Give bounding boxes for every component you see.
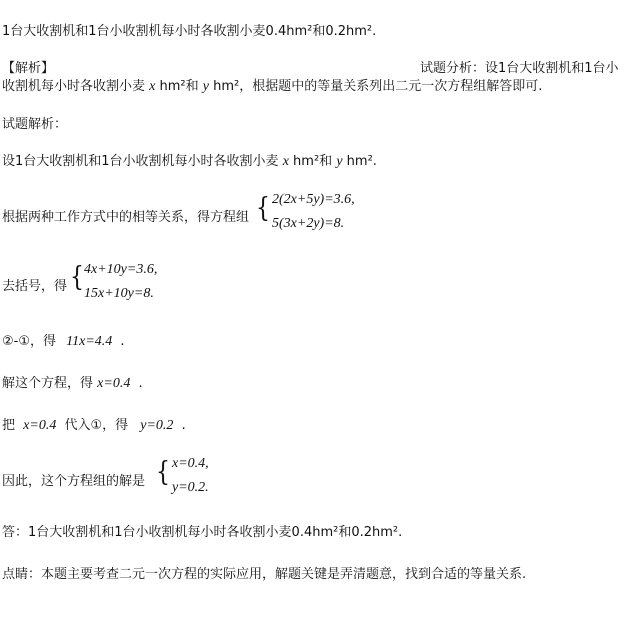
subtract-line bbox=[2, 330, 125, 350]
analysis-heading: 试题分析：设1台大收割机和1台小 bbox=[420, 61, 619, 76]
equation-1: 2(2x+5y)=3.6, bbox=[272, 192, 355, 207]
substitute-period: . bbox=[181, 418, 186, 433]
analysis-tag: 【解析】 bbox=[2, 61, 55, 76]
solution-brace: { bbox=[156, 456, 170, 488]
substitute-result: y=0.2 bbox=[140, 418, 174, 433]
system-intro: 根据两种工作方式中的相等关系，得方程组 bbox=[2, 210, 250, 225]
analysis-text-part1: 收割机每小时各收割小麦 bbox=[2, 79, 146, 94]
substitute-equation: x=0.4 bbox=[23, 418, 57, 433]
final-answer: 答：1台大收割机和1台小收割机每小时各收割小麦0.4hm²和0.2hm². bbox=[2, 525, 403, 540]
conclusion-intro: 因此，这个方程组的解是 bbox=[2, 474, 146, 489]
solution-y: y=0.2. bbox=[172, 480, 209, 495]
setup-line bbox=[2, 150, 377, 170]
analysis-text bbox=[2, 75, 542, 95]
substitute-line bbox=[2, 414, 186, 434]
equation-3: 4x+10y=3.6, bbox=[84, 262, 158, 277]
expand-intro: 去括号，得 bbox=[2, 279, 68, 294]
substitute-text: 代入①，得 bbox=[64, 418, 129, 433]
solve-period: . bbox=[138, 376, 143, 391]
solve-text: 解这个方程，得 bbox=[2, 376, 94, 391]
setup-text: 设1台大收割机和1台小收割机每小时各收割小麦 bbox=[2, 154, 279, 169]
solution-label: 试题解析： bbox=[2, 117, 68, 132]
analysis-unit-1: hm²和 bbox=[159, 79, 199, 94]
solve-line bbox=[2, 372, 143, 392]
setup-variable-y: y bbox=[336, 154, 343, 169]
system-brace: { bbox=[256, 192, 270, 224]
substitute-prefix: 把 bbox=[2, 418, 16, 433]
variable-y: y bbox=[202, 79, 209, 94]
setup-variable-x: x bbox=[282, 154, 289, 169]
setup-unit-2: hm². bbox=[346, 154, 377, 169]
solution-x: x=0.4, bbox=[172, 456, 209, 471]
setup-unit-1: hm²和 bbox=[293, 154, 333, 169]
analysis-text-part2: hm²，根据题中的等量关系列出二元一次方程组解答即可. bbox=[213, 79, 543, 94]
subtract-text: ②-①，得 bbox=[2, 334, 56, 349]
subtract-equation: 11x=4.4 bbox=[66, 334, 113, 349]
variable-x: x bbox=[149, 79, 156, 94]
solve-equation: x=0.4 bbox=[97, 376, 131, 391]
subtract-period: . bbox=[120, 334, 125, 349]
equation-2: 5(3x+2y)=8. bbox=[272, 216, 345, 231]
answer-statement-top: 1台大收割机和1台小收割机每小时各收割小麦0.4hm²和0.2hm². bbox=[2, 24, 377, 39]
key-point-comment: 点睛：本题主要考查二元一次方程的实际应用，解题关键是弄清题意，找到合适的等量关系. bbox=[2, 567, 527, 582]
expand-brace: { bbox=[70, 261, 84, 293]
equation-4: 15x+10y=8. bbox=[84, 286, 154, 301]
